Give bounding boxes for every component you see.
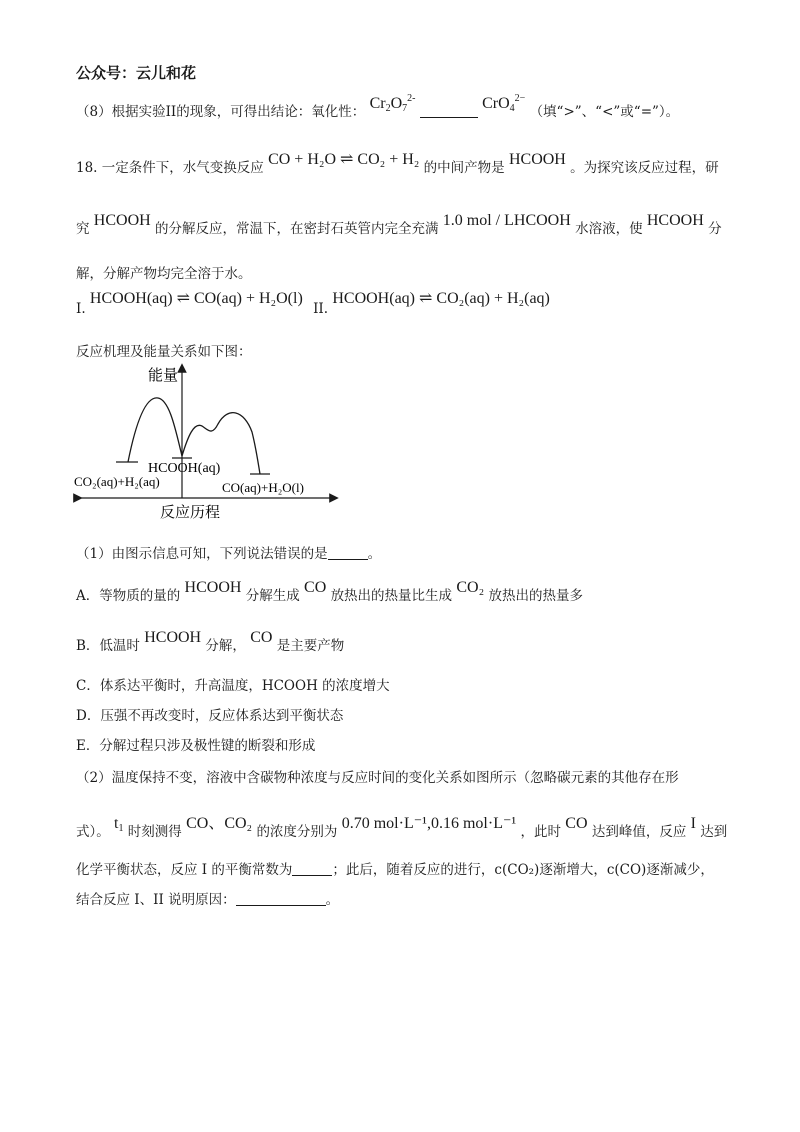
co-formula: CO xyxy=(250,629,273,646)
left-energy-curve xyxy=(128,398,182,462)
co-formula: CO xyxy=(565,815,588,832)
part-2-text: 式）。 xyxy=(76,824,110,840)
option-c: C．体系达平衡时，升高温度，HCOOH 的浓度增大 xyxy=(76,678,390,694)
option-a xyxy=(76,579,583,605)
t1-symbol: t1 xyxy=(114,815,124,834)
part-2-text: 达到峰值，反应 xyxy=(591,824,687,840)
question-8 xyxy=(76,93,680,122)
hcooh-formula: HCOOH xyxy=(144,629,202,646)
option-d: D．压强不再改变时，反应体系达到平衡状态 xyxy=(76,708,344,724)
part-2-text: ，此时 xyxy=(520,824,561,840)
q18-text: 分 xyxy=(708,221,722,237)
q8-species-1: $Cr2O7^{2-}$ xyxy=(369,93,416,114)
part-2-text: ；此后，随着反应的进行，c(CO₂)逐渐增大，c(CO)逐渐减少， xyxy=(332,862,714,878)
hcooh-formula: HCOOH xyxy=(646,212,704,229)
part-1-text: （1）由图示信息可知，下列说法错误的是 xyxy=(76,546,328,562)
part-2-text: 的浓度分别为 xyxy=(256,824,338,840)
right-state-label: CO(aq)+H₂O(l) xyxy=(222,480,304,495)
page-header: 公众号：云儿和花 xyxy=(76,64,197,82)
reaction-equations xyxy=(76,288,550,317)
y-axis-label: 能量 xyxy=(148,368,179,384)
q18-text: 的中间产物是 xyxy=(423,160,505,176)
option-a-text: A．等物质的量的 xyxy=(76,588,181,604)
q18-line-1 xyxy=(76,151,719,177)
option-b-text: 是主要产物 xyxy=(276,638,345,654)
hcooh-formula: HCOOH xyxy=(184,579,242,596)
q18-line-2 xyxy=(76,212,722,238)
reaction-2: HCOOH(aq) ⇌ CO₂(aq) + H₂(aq) xyxy=(332,290,550,307)
equilibrium-constant-blank[interactable] xyxy=(292,861,332,876)
part-2-text: 时刻测得 xyxy=(127,824,182,840)
q18-text: 究 xyxy=(76,221,90,237)
hcooh-formula: HCOOH xyxy=(93,212,151,229)
part-2-line-1: （2）温度保持不变，溶液中含碳物种浓度与反应时间的变化关系如图所示（忽略碳元素的其他存在形 xyxy=(76,770,679,786)
q18-text: 。为探究该反应过程，研 xyxy=(570,160,719,176)
energy-diagram xyxy=(72,362,342,522)
mechanism-caption: 反应机理及能量关系如下图： xyxy=(76,344,252,360)
water-gas-shift-equation: CO + H₂O ⇌ CO₂ + H₂ xyxy=(268,151,420,168)
q8-answer-blank[interactable] xyxy=(420,103,478,118)
part-2-text: 。 xyxy=(325,892,340,908)
q18-text: 的分解反应，常温下，在密封石英管内完全充满 xyxy=(154,221,439,237)
reaction-1-label: I. xyxy=(76,301,86,317)
part-2-text: 化学平衡状态，反应 I 的平衡常数为 xyxy=(76,862,293,878)
q8-suffix: （填“>”、“<”或“=”）。 xyxy=(529,104,680,120)
option-a-text: 放热出的热量比生成 xyxy=(330,588,453,604)
co2-formula: CO₂ xyxy=(456,579,485,596)
concentration-values: 0.70 mol·L⁻¹,0.16 mol·L⁻¹ xyxy=(341,815,517,832)
q18-text: 水溶液，使 xyxy=(575,221,643,237)
part-2-line-3 xyxy=(76,858,714,878)
intermediate-label: HCOOH(aq) xyxy=(148,461,221,476)
x-axis-label: 反应历程 xyxy=(160,505,221,521)
part-1-answer-blank[interactable] xyxy=(328,545,368,560)
concentration-value: 1.0 mol / LHCOOH xyxy=(442,212,571,229)
part-2-text: 结合反应 I、II 说明原因： xyxy=(76,892,236,908)
part-1-stem xyxy=(76,542,381,562)
q8-species-2: $CrO4^{2-}$ xyxy=(482,93,526,114)
option-a-text: 放热出的热量多 xyxy=(488,588,583,604)
option-b-text: 分解， xyxy=(205,638,246,654)
species-formula: CO、CO₂ xyxy=(186,815,253,832)
option-b-text: B．低温时 xyxy=(76,638,140,654)
part-2-text: 达到 xyxy=(700,824,728,840)
option-e: E．分解过程只涉及极性键的断裂和形成 xyxy=(76,738,316,754)
hcooh-formula: HCOOH xyxy=(508,151,566,168)
q18-text: 18. 一定条件下，水气变换反应 xyxy=(76,160,264,176)
reaction-1-symbol: I xyxy=(690,815,696,832)
q18-line-3: 解，分解产物均完全溶于水。 xyxy=(76,266,252,282)
reaction-1: HCOOH(aq) ⇌ CO(aq) + H₂O(l) xyxy=(89,290,303,307)
option-b xyxy=(76,629,345,655)
part-2-line-2 xyxy=(76,815,728,842)
reason-answer-blank[interactable] xyxy=(236,891,326,906)
left-state-label: CO₂(aq)+H₂(aq) xyxy=(74,474,160,489)
part-2-line-4 xyxy=(76,888,339,908)
part-1-text: 。 xyxy=(367,546,382,562)
option-a-text: 分解生成 xyxy=(245,588,300,604)
q8-prefix: （8）根据实验II的现象，可得出结论：氧化性： xyxy=(76,104,366,120)
co-formula: CO xyxy=(304,579,327,596)
reaction-2-label: II. xyxy=(313,301,329,317)
